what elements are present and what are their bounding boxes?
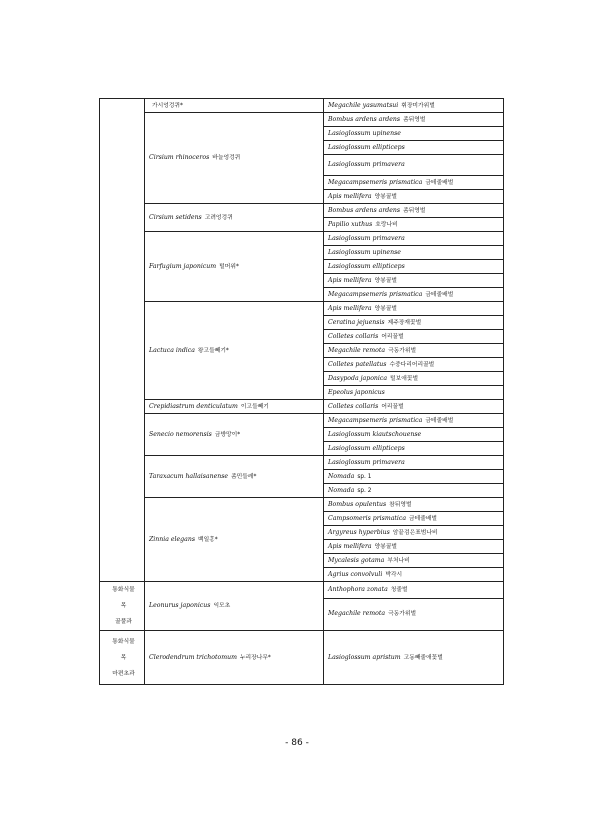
insect-cell: Nomada sp. 1 [324, 470, 504, 484]
insect-cell: Lasioglossum upinense [324, 127, 504, 141]
table-row [100, 302, 504, 316]
table-row [100, 582, 504, 599]
table-row [100, 631, 504, 685]
plant-cell: Cirsium setidens 고려엉겅퀴 [145, 204, 324, 232]
plant-cell: Farfugium japonicum 털머위* [145, 232, 324, 302]
insect-cell: Mycalesis gotama 부처나비 [324, 554, 504, 568]
table-row [100, 204, 504, 218]
page-number: - 86 - [285, 738, 309, 748]
insect-cell: Apis mellifera 양봉꿀벌 [324, 302, 504, 316]
group-cell-empty [100, 99, 145, 582]
insect-cell: Lasioglossum ellipticeps [324, 260, 504, 274]
insect-cell: Apis mellifera 양봉꿀벌 [324, 540, 504, 554]
insect-cell: Epeolus japonicus [324, 386, 504, 400]
insect-cell: Anthophora zonata 청줄벌 [324, 582, 504, 599]
insect-cell: Megacampsemeris prismatica 금테줄배벌 [324, 288, 504, 302]
insect-cell: Apis mellifera 양봉꿀벌 [324, 274, 504, 288]
insect-cell: Agrius convolvuli 박각시 [324, 568, 504, 582]
insect-cell: Lasioglossum primavera [324, 155, 504, 176]
insect-cell: Megacampsemeris prismatica 금테줄배벌 [324, 176, 504, 190]
table-row [100, 113, 504, 127]
plant-cell: Leonurus japonicus 익모초 [145, 582, 324, 631]
insect-cell: Lasioglossum primavera [324, 456, 504, 470]
insect-cell: Apis mellifera 양봉꿀벌 [324, 190, 504, 204]
plant-cell: Crepidiastrum denticulatum 이고들빼기 [145, 400, 324, 414]
insect-cell: Lasioglossum ellipticeps [324, 141, 504, 155]
insect-cell: Bombus ardens ardens 좀뒤영벌 [324, 204, 504, 218]
insect-cell: Megacampsemeris prismatica 금테줄배벌 [324, 414, 504, 428]
plant-cell: Cirsium rhinoceros 바늘엉겅퀴 [145, 113, 324, 204]
insect-cell: Bombus ardens ardens 좀뒤영벌 [324, 113, 504, 127]
insect-cell: Papilio xuthus 호랑나비 [324, 218, 504, 232]
plant-cell: Lactuca indica 왕고들빼기* [145, 302, 324, 400]
insect-cell: Colletes patellatus 수중다리어리꿀벌 [324, 358, 504, 372]
insect-cell: Nomada sp. 2 [324, 484, 504, 498]
group-cell: 통화식물 목 꿀풀과 [100, 582, 145, 631]
insect-cell: Megachile remota 극동가위벌 [324, 344, 504, 358]
table-row [100, 498, 504, 512]
insect-cell: Lasioglossum apristum 고동빼줄애꽃벌 [324, 631, 504, 685]
plant-cell: Taraxacum hallaisanense 좀민들레* [145, 456, 324, 498]
insect-cell: Argyreus hyperbius 암끝검은표범나비 [324, 526, 504, 540]
insect-cell: Megachile yasumatsui 휘장미가위벌 [324, 99, 504, 113]
insect-cell: Lasioglossum primavera [324, 232, 504, 246]
table-row [100, 99, 504, 113]
insect-cell: Ceratina jejuensis 제주장재꽃벌 [324, 316, 504, 330]
table-row [100, 400, 504, 414]
plant-cell: Senecio nemorensis 금방망이* [145, 414, 324, 456]
insect-cell: Dasypoda japonica 털보애꽃벌 [324, 372, 504, 386]
insect-cell: Colletes collaris 어리꿀벌 [324, 400, 504, 414]
plant-cell: Clerodendrum trichotomum 누리장나무* [145, 631, 324, 685]
insect-cell: Lasioglossum upinense [324, 246, 504, 260]
group-cell: 통화식물 목 마편초과 [100, 631, 145, 685]
insect-cell: Colletes collaris 어리꿀벌 [324, 330, 504, 344]
table-row [100, 456, 504, 470]
table-row [100, 232, 504, 246]
table-row [100, 414, 504, 428]
insect-cell: Bombus opulentus 참뒤영벌 [324, 498, 504, 512]
plant-cell: 가시엉겅퀴* [145, 99, 324, 113]
plant-cell: Zinnia elegans 백일홍* [145, 498, 324, 582]
insect-cell: Megachile remota 극동가위벌 [324, 598, 504, 630]
insect-cell: Lasioglossum kiautschouense [324, 428, 504, 442]
insect-cell: Lasioglossum ellipticeps [324, 442, 504, 456]
insect-cell: Campsomeris prismatica 금테줄배벌 [324, 512, 504, 526]
species-table [99, 98, 504, 685]
